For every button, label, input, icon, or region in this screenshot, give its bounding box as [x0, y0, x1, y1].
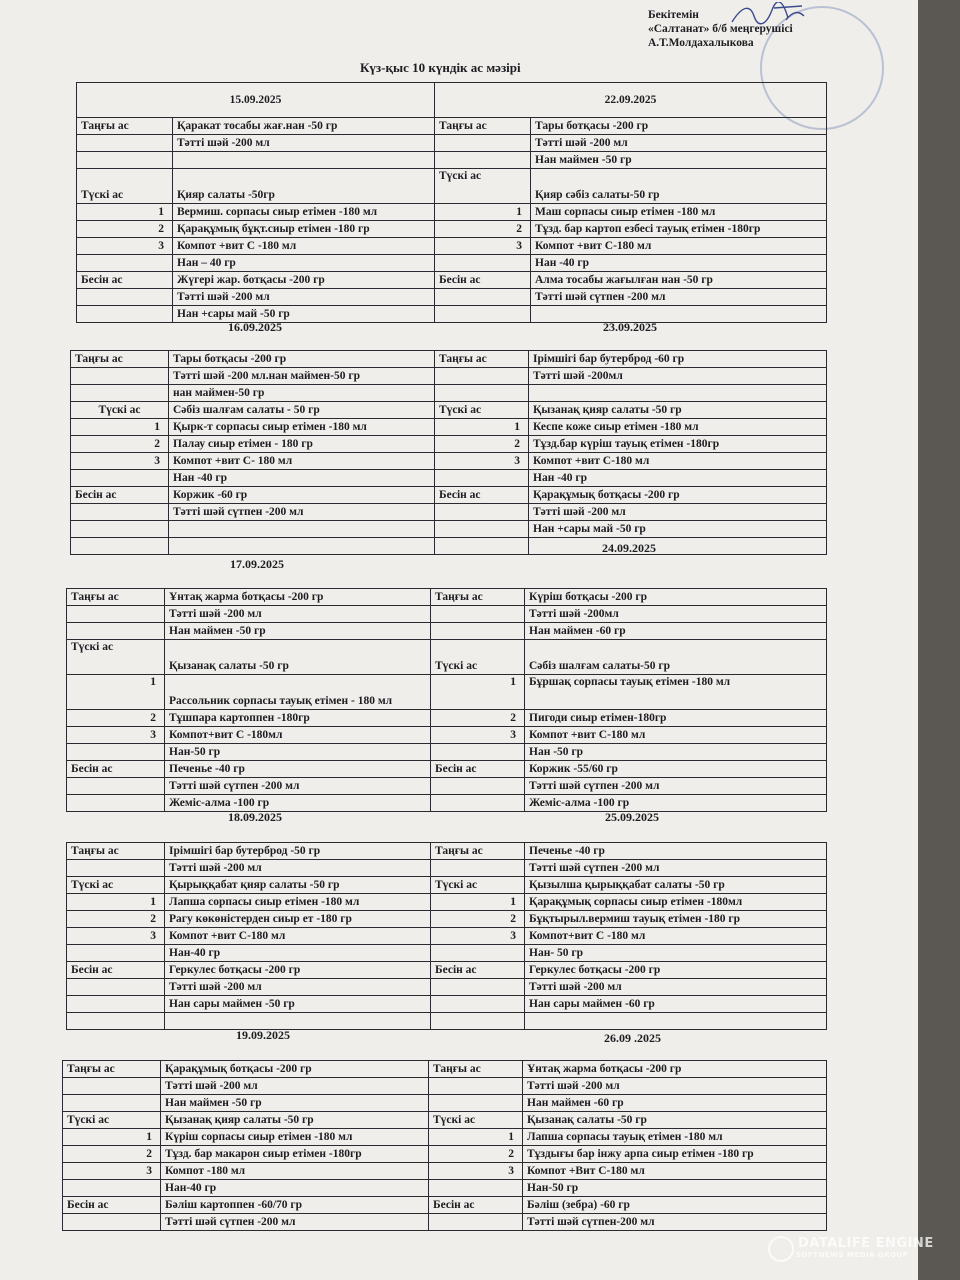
- dish-cell: Компот +вит С-180 мл: [531, 238, 827, 255]
- course-number: 2: [67, 911, 165, 928]
- meal-label: Бесін ас: [435, 272, 531, 289]
- dish-cell: Жүгері жар. ботқасы -200 гр: [173, 272, 435, 289]
- meal-label: Бесін ас: [77, 272, 173, 289]
- menu-table-week1-day5: [62, 1060, 827, 1231]
- date-label: 25.09.2025: [605, 810, 659, 824]
- course-number: 3: [431, 727, 525, 744]
- meal-label: Түскі ас: [71, 402, 169, 419]
- dish-cell: Жеміс-алма -100 гр: [525, 795, 827, 812]
- dish-cell: Нан +сары май -50 гр: [529, 521, 827, 538]
- dish-cell: Нан маймен -50 гр: [531, 152, 827, 169]
- dish-cell: Компот+вит С -180 мл: [525, 928, 827, 945]
- dish-cell: Тәтті шәй -200 мл: [525, 979, 827, 996]
- date-cell: 22.09.2025: [435, 83, 827, 118]
- date-label: 19.09.2025: [236, 1028, 290, 1042]
- dish-cell: Тәтті шәй -200мл: [529, 368, 827, 385]
- date-label: 26.09 .2025: [604, 1031, 661, 1045]
- dish-cell: Нан +сары май -50 гр: [173, 306, 435, 323]
- approval-block: [648, 8, 793, 50]
- dish-cell: Тәтті шәй -200 мл: [523, 1078, 827, 1095]
- menu-table-week1-day3: [66, 588, 827, 812]
- watermark-subtitle: SOFTNEWS MEDIA GROUP: [796, 1251, 909, 1259]
- dish-cell: Тәтті шәй -200мл: [525, 606, 827, 623]
- dish-cell: Тәтті шәй -200 мл: [165, 606, 431, 623]
- meal-label: Түскі ас: [431, 877, 525, 894]
- meal-label: Таңғы ас: [429, 1061, 523, 1078]
- dish-cell: Компот +Вит С-180 мл: [523, 1163, 827, 1180]
- dish-cell: Нан маймен -60 гр: [523, 1095, 827, 1112]
- dish-cell: Тәтті шәй -200 мл: [165, 979, 431, 996]
- dish-cell: Пигоди сиыр етімен-180гр: [525, 710, 827, 727]
- dish-cell: Ұнтақ жарма ботқасы -200 гр: [523, 1061, 827, 1078]
- dish-cell: Кеспе коже сиыр етімен -180 мл: [529, 419, 827, 436]
- course-number: 1: [435, 204, 531, 221]
- dish-cell: Тәтті шәй сүтпен -200 мл: [161, 1214, 429, 1231]
- dish-cell: Нан-40 гр: [161, 1180, 429, 1197]
- meal-label: Түскі ас: [429, 1112, 523, 1129]
- date-label: 16.09.2025: [228, 320, 282, 334]
- menu-table-week1-day2: [70, 350, 827, 555]
- dish-cell: Тұздығы бар інжу арпа сиыр етімен -180 гр: [523, 1146, 827, 1163]
- dish-cell: Қырк-т сорпасы сиыр етімен -180 мл: [169, 419, 435, 436]
- meal-label: Таңғы ас: [435, 118, 531, 135]
- dish-cell: Рагу көкөністерден сиыр ет -180 гр: [165, 911, 431, 928]
- dish-cell: Палау сиыр етімен - 180 гр: [169, 436, 435, 453]
- meal-label: Таңғы ас: [431, 843, 525, 860]
- meal-label: Бесін ас: [435, 487, 529, 504]
- meal-label: Бесін ас: [63, 1197, 161, 1214]
- meal-label: Бесін ас: [431, 761, 525, 778]
- meal-label: Бесін ас: [431, 962, 525, 979]
- dish-cell: Нан -50 гр: [525, 744, 827, 761]
- dish-cell: Қызанақ салаты -50 гр: [165, 640, 431, 675]
- dish-cell: Лапша сорпасы сиыр етімен -180 мл: [165, 894, 431, 911]
- dish-cell: Компот +вит С-180 мл: [529, 453, 827, 470]
- watermark: [770, 1236, 934, 1259]
- meal-label: Бесін ас: [71, 487, 169, 504]
- meal-label: Түскі ас: [63, 1112, 161, 1129]
- dish-cell: Тұшпара картоппен -180гр: [165, 710, 431, 727]
- dish-cell: Компот +вит С-180 мл: [525, 727, 827, 744]
- dish-cell: Компот+вит С -180мл: [165, 727, 431, 744]
- dish-cell: Сәбіз шалғам салаты - 50 гр: [169, 402, 435, 419]
- menu-table-week1-day4: [66, 842, 827, 1030]
- dish-cell: Печенье -40 гр: [165, 761, 431, 778]
- dish-cell: Қарақұмық ботқасы -200 гр: [529, 487, 827, 504]
- dish-cell: Тәтті шәй сүтпен-200 мл: [523, 1214, 827, 1231]
- dish-cell: Маш сорпасы сиыр етімен -180 мл: [531, 204, 827, 221]
- dish-cell: Коржик -55/60 гр: [525, 761, 827, 778]
- course-number: 3: [71, 453, 169, 470]
- dish-cell: Тәтті шәй -200 мл.нан маймен-50 гр: [169, 368, 435, 385]
- dish-cell: Қызанақ қияр салаты -50 гр: [161, 1112, 429, 1129]
- dish-cell: Алма тосабы жағылған нан -50 гр: [531, 272, 827, 289]
- meal-label: Таңғы ас: [431, 589, 525, 606]
- dish-cell: Тары ботқасы -200 гр: [531, 118, 827, 135]
- dish-cell: Нан сары маймен -60 гр: [525, 996, 827, 1013]
- dish-cell: Қарақұмық ботқасы -200 гр: [161, 1061, 429, 1078]
- dish-cell: Бұқтырыл.вермиш тауық етімен -180 гр: [525, 911, 827, 928]
- course-number: 3: [435, 453, 529, 470]
- dish-cell: Сәбіз шалғам салаты-50 гр: [525, 640, 827, 675]
- dish-cell: Бәліш картоппен -60/70 гр: [161, 1197, 429, 1214]
- dish-cell: Қызанақ салаты -50 гр: [523, 1112, 827, 1129]
- course-number: 3: [429, 1163, 523, 1180]
- course-number: 3: [63, 1163, 161, 1180]
- course-number: 2: [435, 221, 531, 238]
- person-line: А.Т.Молдахалыкова: [648, 37, 754, 49]
- course-number: 2: [67, 710, 165, 727]
- meal-label: Таңғы ас: [67, 589, 165, 606]
- course-number: 1: [431, 675, 525, 710]
- course-number: 1: [435, 419, 529, 436]
- dish-cell: Бәліш (зебра) -60 гр: [523, 1197, 827, 1214]
- dish-cell: Тәтті шәй сүтпен -200 мл: [531, 289, 827, 306]
- date-label: 18.09.2025: [228, 810, 282, 824]
- course-number: 3: [77, 238, 173, 255]
- meal-label: Түскі ас: [435, 402, 529, 419]
- dish-cell: Компот +вит С-180 мл: [165, 928, 431, 945]
- dish-cell: Бұршақ сорпасы тауық етімен -180 мл: [525, 675, 827, 710]
- course-number: 1: [63, 1129, 161, 1146]
- dish-cell: Қаракат тосабы жағ.нан -50 гр: [173, 118, 435, 135]
- dish-cell: Тәтті шәй сүтпен -200 мл: [525, 860, 827, 877]
- course-number: 2: [435, 436, 529, 453]
- dish-cell: Тәтті шәй сүтпен -200 мл: [525, 778, 827, 795]
- dish-cell: Қызылша қырыққабат салаты -50 гр: [525, 877, 827, 894]
- course-number: 3: [67, 928, 165, 945]
- meal-label: Таңғы ас: [71, 351, 169, 368]
- meal-label: Таңғы ас: [63, 1061, 161, 1078]
- dish-cell: Нан – 40 гр: [173, 255, 435, 272]
- date-label: 23.09.2025: [603, 320, 657, 334]
- dish-cell: Қияр сәбіз салаты-50 гр: [531, 169, 827, 204]
- course-number: 1: [67, 675, 165, 710]
- dish-cell: Рассольник сорпасы тауық етімен - 180 мл: [165, 675, 431, 710]
- dish-cell: Коржик -60 гр: [169, 487, 435, 504]
- dish-cell: Геркулес ботқасы -200 гр: [165, 962, 431, 979]
- date-cell: 15.09.2025: [77, 83, 435, 118]
- dish-cell: Нан маймен -50 гр: [161, 1095, 429, 1112]
- dish-cell: Тәтті шәй -200 мл: [173, 135, 435, 152]
- dish-cell: Тәтті шәй -200 мл: [173, 289, 435, 306]
- date-label: 24.09.2025: [602, 541, 656, 555]
- meal-label: Таңғы ас: [435, 351, 529, 368]
- dish-cell: Компот +вит С- 180 мл: [169, 453, 435, 470]
- dish-cell: Нан -40 гр: [531, 255, 827, 272]
- dish-cell: Тәтті шәй сүтпен -200 мл: [169, 504, 435, 521]
- dish-cell: Қияр салаты -50гр: [173, 169, 435, 204]
- course-number: 1: [67, 894, 165, 911]
- background-edge: [918, 0, 960, 1280]
- course-number: 2: [431, 710, 525, 727]
- dish-cell: Нан -40 гр: [529, 470, 827, 487]
- meal-label: Таңғы ас: [77, 118, 173, 135]
- course-number: 1: [429, 1129, 523, 1146]
- meal-label: Бесін ас: [429, 1197, 523, 1214]
- dish-cell: Күріш сорпасы сиыр етімен -180 мл: [161, 1129, 429, 1146]
- course-number: 2: [71, 436, 169, 453]
- dish-cell: Қарақұмық сорпасы сиыр етімен -180мл: [525, 894, 827, 911]
- meal-label: Түскі ас: [67, 877, 165, 894]
- dish-cell: Тары ботқасы -200 гр: [169, 351, 435, 368]
- dish-cell: Қызанақ қияр салаты -50 гр: [529, 402, 827, 419]
- dish-cell: Жеміс-алма -100 гр: [165, 795, 431, 812]
- course-number: 1: [71, 419, 169, 436]
- dish-cell: Нан-50 гр: [165, 744, 431, 761]
- dish-cell: Нан-50 гр: [523, 1180, 827, 1197]
- dish-cell: Нан -40 гр: [169, 470, 435, 487]
- document-title: Күз-қыс 10 күндік ас мәзірі: [360, 60, 521, 75]
- dish-cell: Ірімшігі бар бутерброд -50 гр: [165, 843, 431, 860]
- meal-label: Түскі ас: [435, 169, 531, 204]
- menu-table-week1: [76, 82, 827, 323]
- dish-cell: Печенье -40 гр: [525, 843, 827, 860]
- dish-cell: Вермиш. сорпасы сиыр етімен -180 мл: [173, 204, 435, 221]
- course-number: 2: [63, 1146, 161, 1163]
- dish-cell: Күріш ботқасы -200 гр: [525, 589, 827, 606]
- dish-cell: Тәтті шәй -200 мл: [529, 504, 827, 521]
- meal-label: Түскі ас: [77, 169, 173, 204]
- dish-cell: Компот +вит С -180 мл: [173, 238, 435, 255]
- dish-cell: Нан маймен -50 гр: [165, 623, 431, 640]
- date-label: 17.09.2025: [230, 557, 284, 571]
- course-number: 1: [431, 894, 525, 911]
- dish-cell: Қырыққабат қияр салаты -50 гр: [165, 877, 431, 894]
- meal-label: Түскі ас: [67, 640, 165, 675]
- dish-cell: нан маймен-50 гр: [169, 385, 435, 402]
- dish-cell: Тұзд. бар макарон сиыр етімен -180гр: [161, 1146, 429, 1163]
- course-number: 3: [431, 928, 525, 945]
- meal-label: Таңғы ас: [67, 843, 165, 860]
- meal-label: Бесін ас: [67, 761, 165, 778]
- dish-cell: Тәтті шәй -200 мл: [531, 135, 827, 152]
- watermark-title: DATALIFE ENGINE: [798, 1236, 934, 1251]
- course-number: 3: [435, 238, 531, 255]
- dish-cell: Геркулес ботқасы -200 гр: [525, 962, 827, 979]
- course-number: 3: [67, 727, 165, 744]
- dish-cell: Тәтті шәй -200 мл: [165, 860, 431, 877]
- dish-cell: Ірімшігі бар бутерброд -60 гр: [529, 351, 827, 368]
- course-number: 1: [77, 204, 173, 221]
- meal-label: Бесін ас: [67, 962, 165, 979]
- dish-cell: Нан- 50 гр: [525, 945, 827, 962]
- course-number: 2: [429, 1146, 523, 1163]
- dish-cell: Нан сары маймен -50 гр: [165, 996, 431, 1013]
- dish-cell: Қарақұмық бұқт.сиыр етімен -180 гр: [173, 221, 435, 238]
- course-number: 2: [431, 911, 525, 928]
- course-number: 2: [77, 221, 173, 238]
- dish-cell: Лапша сорпасы тауық етімен -180 мл: [523, 1129, 827, 1146]
- meal-label: Түскі ас: [431, 640, 525, 675]
- dish-cell: Нан-40 гр: [165, 945, 431, 962]
- dish-cell: Нан маймен -60 гр: [525, 623, 827, 640]
- org-line: «Салтанат» б/б меңгерушісі: [648, 23, 793, 35]
- dish-cell: Тұзд. бар картоп езбесі тауық етімен -180гр: [531, 221, 827, 238]
- approve-line: Бекітемін: [648, 9, 699, 21]
- dish-cell: Тұзд.бар күріш тауық етімен -180гр: [529, 436, 827, 453]
- dish-cell: Компот -180 мл: [161, 1163, 429, 1180]
- dish-cell: Ұнтақ жарма ботқасы -200 гр: [165, 589, 431, 606]
- dish-cell: Тәтті шәй -200 мл: [161, 1078, 429, 1095]
- dish-cell: Тәтті шәй сүтпен -200 мл: [165, 778, 431, 795]
